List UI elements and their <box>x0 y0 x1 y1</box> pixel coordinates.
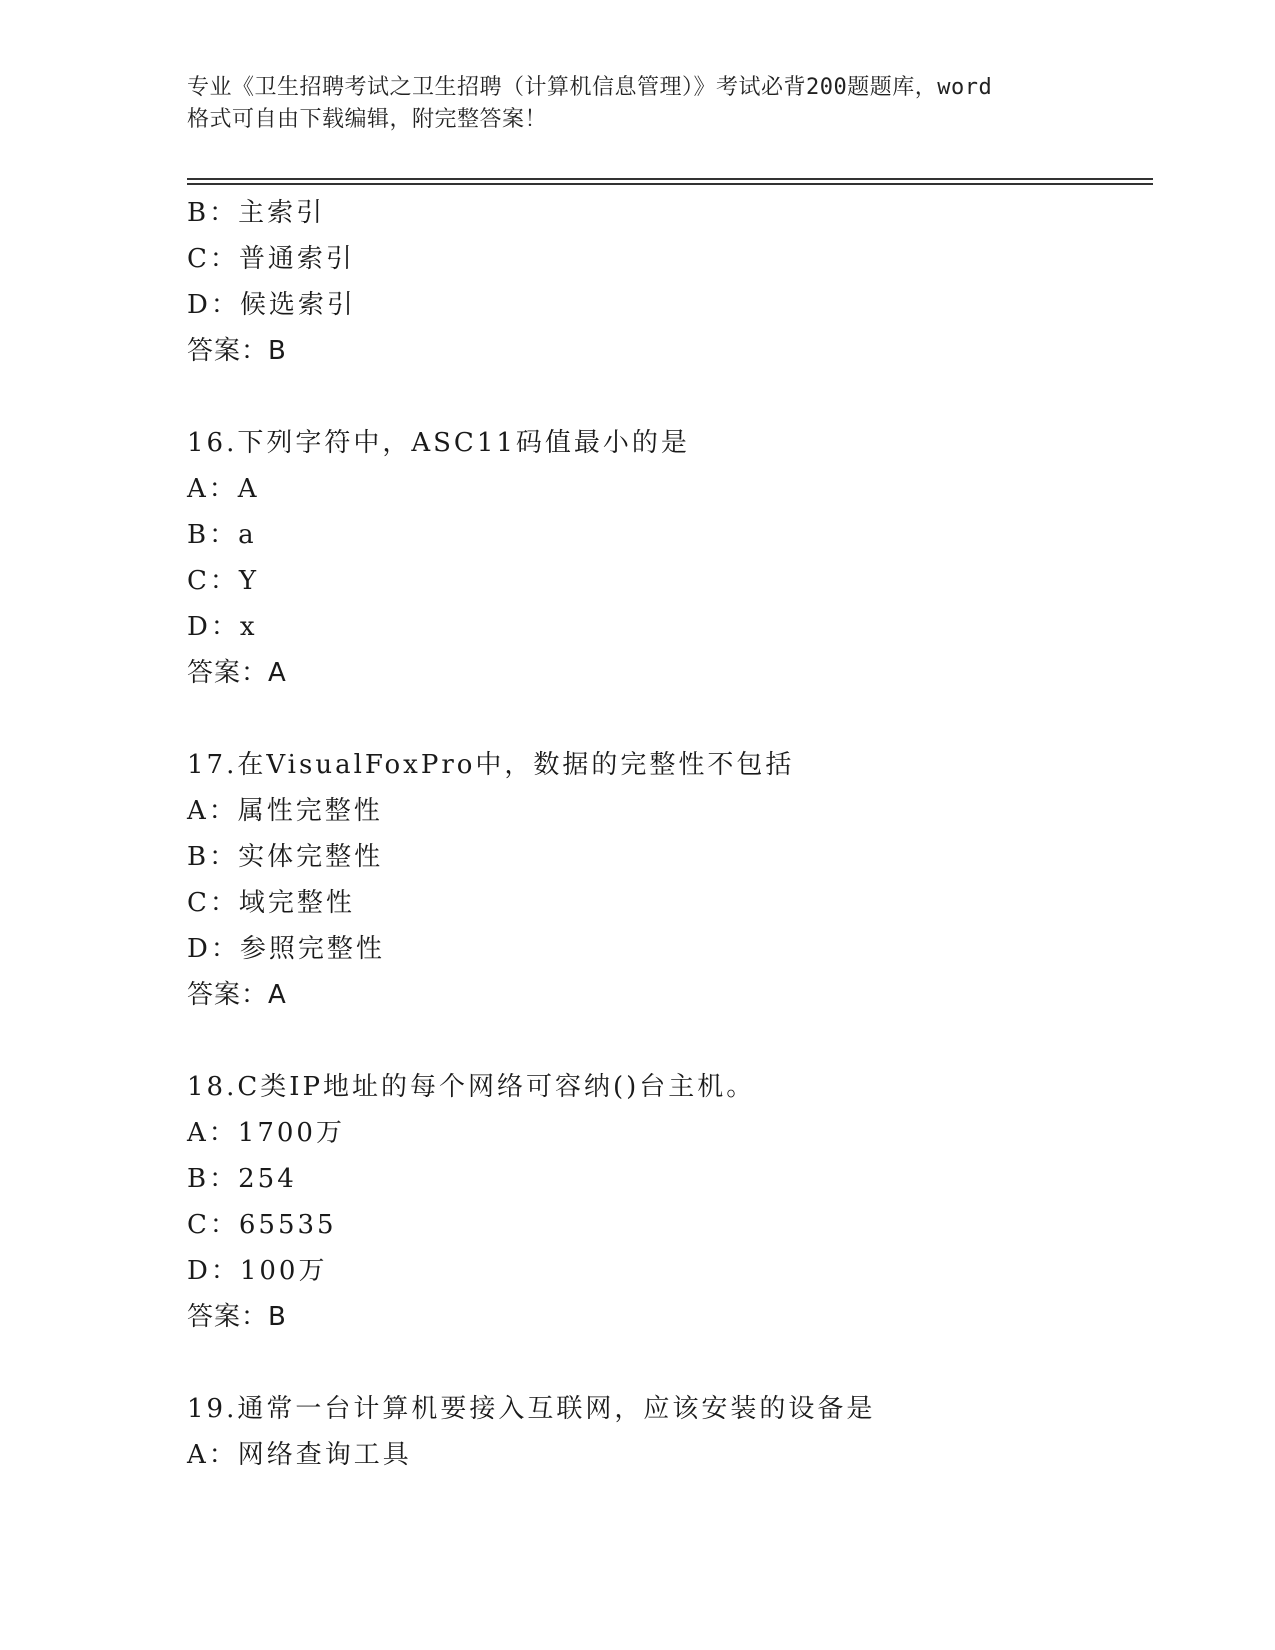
question-16 <box>187 420 1153 696</box>
question-17 <box>187 742 1153 1018</box>
answer: 答案：B <box>187 336 287 366</box>
header-line-2: 格式可自由下载编辑，附完整答案！ <box>187 107 548 132</box>
option-a: A：A <box>187 474 260 504</box>
option-a: A：属性完整性 <box>187 796 383 826</box>
question-list <box>187 190 1153 1478</box>
option-c: C：域完整性 <box>187 888 355 918</box>
option-b: B：主索引 <box>187 198 326 228</box>
option-d: D：参照完整性 <box>187 934 385 964</box>
question-stem: 16.下列字符中，ASC11码值最小的是 <box>187 428 690 458</box>
question-18 <box>187 1064 1153 1340</box>
question-stem: 18.C类IP地址的每个网络可容纳()台主机。 <box>187 1072 756 1102</box>
document-header <box>187 72 1087 136</box>
option-a: A：网络查询工具 <box>187 1440 412 1470</box>
answer: 答案：A <box>187 658 287 688</box>
answer: 答案：B <box>187 1302 287 1332</box>
question-15-continued <box>187 190 1153 374</box>
option-b: B：a <box>187 520 257 550</box>
option-c: C：65535 <box>187 1210 337 1240</box>
option-c: C：普通索引 <box>187 244 355 274</box>
question-19 <box>187 1386 1153 1478</box>
option-a: A：1700万 <box>187 1118 345 1148</box>
question-stem: 17.在VisualFoxPro中，数据的完整性不包括 <box>187 750 795 780</box>
header-line-1: 专业《卫生招聘考试之卫生招聘（计算机信息管理）》考试必背200题题库，word <box>187 75 993 100</box>
answer: 答案：A <box>187 980 287 1010</box>
option-c: C：Y <box>187 566 260 596</box>
option-b: B：254 <box>187 1164 297 1194</box>
option-d: D：100万 <box>187 1256 328 1286</box>
header-divider-bottom <box>187 183 1153 185</box>
option-b: B：实体完整性 <box>187 842 384 872</box>
header-divider-top <box>187 178 1153 180</box>
question-stem: 19.通常一台计算机要接入互联网，应该安装的设备是 <box>187 1394 876 1424</box>
option-d: D：x <box>187 612 258 642</box>
option-d: D：候选索引 <box>187 290 356 320</box>
